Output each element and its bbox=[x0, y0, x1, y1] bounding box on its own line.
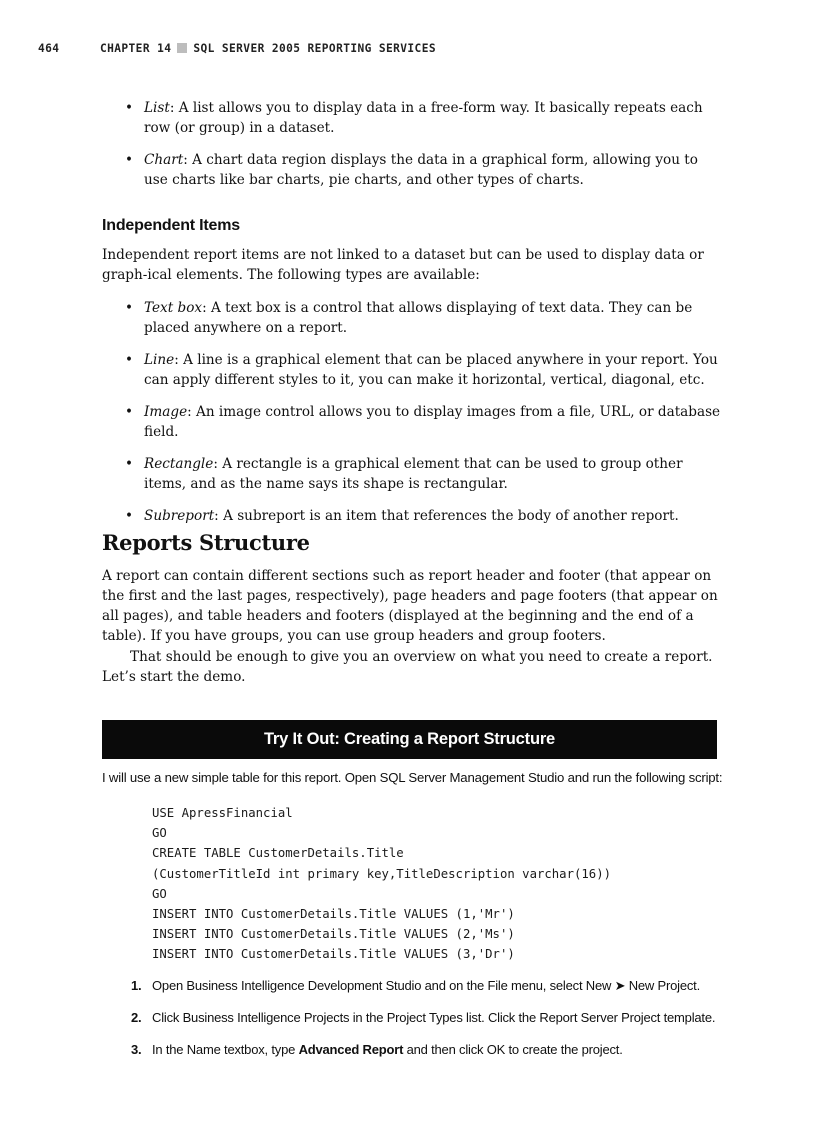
list-item: • Image: An image control allows you to display images from a file, URL, or database field. bbox=[125, 402, 725, 442]
list-item: 2. Click Business Intelligence Projects in the Project Types list. Click the Report Server Project template. bbox=[131, 1010, 716, 1025]
independent-intro: Independent report items are not linked to a dataset but can be used to display data or graph-ical elements. The following types are available: bbox=[102, 247, 704, 283]
structure-paragraph: A report can contain different sections such as report header and footer (that appear on the first and the last pages, respectively), page headers and page footers (that appear on all pages), and table headers and footers (displayed at the beginning and the end of a table). If you have groups, you can use group headers and group footers. bbox=[102, 568, 718, 644]
try-it-intro: I will use a new simple table for this report. Open SQL Server Management Studio and run the following script: bbox=[102, 770, 723, 785]
structure-paragraph-2: That should be enough to give you an overview on what you need to create a report. Let’s start the demo. bbox=[102, 649, 713, 685]
header-separator-icon bbox=[177, 43, 187, 53]
section-heading-independent-items: Independent Items bbox=[102, 217, 240, 234]
list-item: 1. Open Business Intelligence Development Studio and on the File menu, select New ➤ New Project. bbox=[131, 978, 700, 993]
chapter-title: SQL SERVER 2005 REPORTING SERVICES bbox=[193, 42, 436, 55]
list-item: 3. In the Name textbox, type Advanced Report and then click OK to create the project. bbox=[131, 1042, 623, 1057]
list-item: • Text box: A text box is a control that allows displaying of text data. They can be placed anywhere on a report. bbox=[125, 298, 725, 338]
steps-list bbox=[131, 978, 731, 1074]
list-item: • List: A list allows you to display data in a free-form way. It basically repeats each row (or group) in a dataset. bbox=[125, 98, 725, 138]
data-region-list bbox=[125, 98, 725, 202]
page-number: 464 bbox=[38, 42, 60, 55]
project-name: Advanced Report bbox=[298, 1042, 404, 1057]
sql-code-block: USE ApressFinancial GO CREATE TABLE CustomerDetails.Title (CustomerTitleId int primary key,TitleDescription varchar(16)) GO INSERT INTO CustomerDetails.Title VALUES (1,'Mr') INSERT INTO CustomerDetails.Title VALUES (2,'Ms') INSERT INTO CustomerDetails.Title VALUES (3,'Dr') bbox=[152, 806, 612, 962]
list-item: • Line: A line is a graphical element that can be placed anywhere in your report. You can apply different styles to it, you can make it horizontal, vertical, diagonal, etc. bbox=[125, 350, 725, 390]
independent-items-list bbox=[125, 298, 725, 538]
chapter-label: CHAPTER 14 bbox=[100, 42, 172, 55]
list-item: • Chart: A chart data region displays the data in a graphical form, allowing you to use charts like bar charts, pie charts, and other types of charts. bbox=[125, 150, 725, 190]
try-it-out-banner: Try It Out: Creating a Report Structure bbox=[102, 720, 717, 759]
list-item: • Rectangle: A rectangle is a graphical element that can be used to group other items, and as the name says its shape is rectangular. bbox=[125, 454, 725, 494]
running-header bbox=[38, 42, 436, 55]
list-item: • Subreport: A subreport is an item that references the body of another report. bbox=[125, 506, 725, 526]
section-heading-reports-structure: Reports Structure bbox=[102, 530, 310, 555]
